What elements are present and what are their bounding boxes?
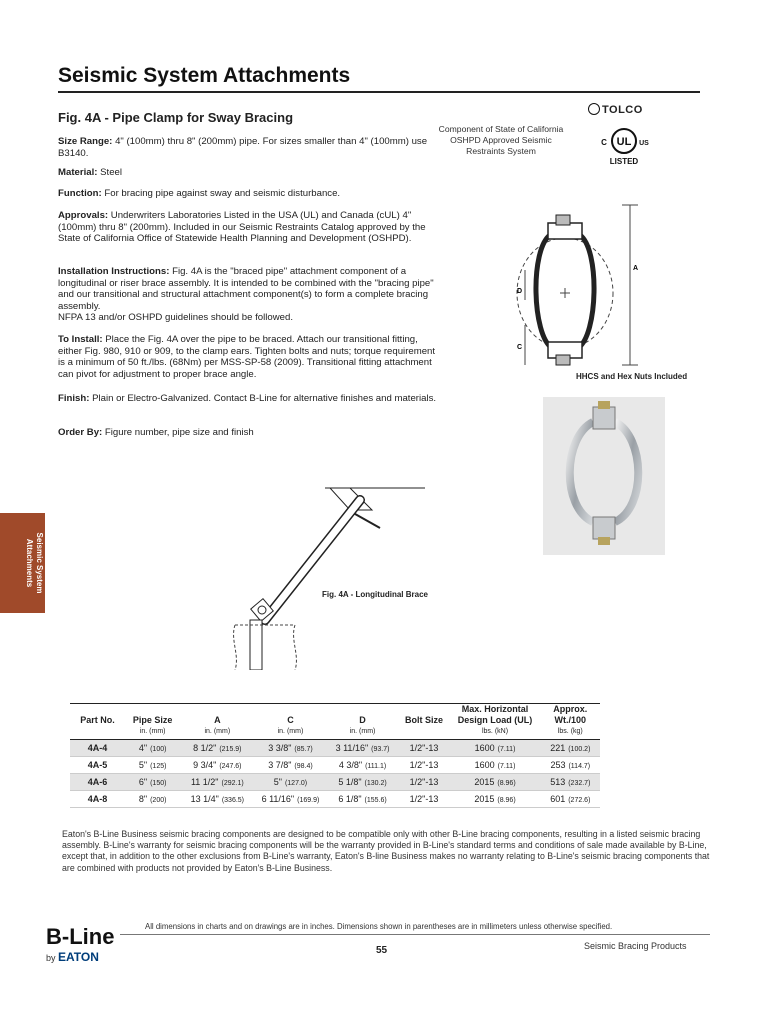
- col-wt: Approx. Wt./100: [553, 704, 588, 725]
- tolco-mark-icon: [588, 103, 600, 115]
- clamp-photo-image: [543, 397, 665, 555]
- to-install: [58, 334, 438, 380]
- col-pipe: Pipe Size: [132, 715, 173, 725]
- function-label: Function:: [58, 188, 102, 199]
- units-load: lbs. (kN): [449, 726, 540, 740]
- footer-divider: [120, 934, 710, 935]
- ul-mark-icon: [598, 124, 650, 168]
- installation-text-2: NFPA 13 and/or OSHPD guidelines should be followed.: [58, 312, 294, 324]
- page-title: Seismic System Attachments: [58, 64, 351, 87]
- material: [58, 167, 438, 179]
- order-by: [58, 427, 438, 439]
- table-row: 4A-5 5" (125) 9 3/4" (247.6) 3 7/8" (98.4) 4 3/8" (111.1) 1/2"-13 1600 (7.11) 253 (114.7): [70, 757, 600, 774]
- units-c: in. (mm): [254, 726, 326, 740]
- installation-text: Fig. 4A is the "braced pipe" attachment component of a longitudinal or riser brace assembly. It is intended to be combined with the "bracing pipe" and our transitional and structural attachment component(s) to form a complete bracing assembly.: [58, 266, 434, 312]
- installation-label: Installation Instructions:: [58, 266, 170, 277]
- longitudinal-brace-drawing: [230, 480, 430, 670]
- size-range: [58, 136, 438, 159]
- size-range-label: Size Range:: [58, 136, 113, 147]
- dim-d-label: D: [517, 288, 523, 295]
- clamp-dimension-drawing: [490, 195, 650, 375]
- units-d: in. (mm): [326, 726, 398, 740]
- eaton-logo: EATON: [58, 950, 99, 964]
- function-text: For bracing pipe against sway and seismic disturbance.: [104, 188, 341, 199]
- approvals-label: Approvals:: [58, 210, 109, 221]
- finish-label: Finish:: [58, 393, 90, 404]
- size-range-text: 4" (100mm) thru 8" (200mm) pipe. For sizes smaller than 4" (100mm) use B3140.: [58, 136, 428, 159]
- col-a: A: [214, 715, 221, 725]
- ul-center-text: UL: [616, 136, 632, 148]
- ul-listed-logo: [598, 124, 650, 173]
- finish-text: Plain or Electro-Galvanized. Contact B-Line for alternative finishes and materials.: [92, 393, 437, 404]
- dim-c-label: C: [517, 344, 523, 351]
- specification-table: [70, 704, 600, 808]
- section-side-tab: [0, 513, 45, 613]
- oshpd-component-note: Component of State of California OSHPD Approved Seismic Restraints System: [438, 124, 564, 156]
- approvals: [58, 210, 438, 245]
- ul-listed-text: LISTED: [609, 157, 639, 166]
- to-install-label: To Install:: [58, 334, 103, 345]
- byline-by: by: [46, 953, 56, 963]
- table-row: 4A-8 8" (200) 13 1/4" (336.5) 6 11/16" (169.9) 6 1/8" (155.6) 1/2"-13 2015 (8.96) 601 (272.6): [70, 791, 600, 808]
- table-units-row: [70, 726, 600, 740]
- order-by-label: Order By:: [58, 427, 103, 438]
- dim-a-label: A: [633, 265, 639, 272]
- dimensions-note: All dimensions in charts and on drawings are in inches. Dimensions shown in parentheses are in millimeters unless otherwise specified.: [145, 922, 613, 931]
- units-pipe: in. (mm): [125, 726, 180, 740]
- material-text: Steel: [100, 167, 122, 178]
- table-header-row: [70, 704, 600, 726]
- page-number: 55: [376, 945, 388, 956]
- material-label: Material:: [58, 167, 98, 178]
- tolco-logo: [588, 103, 643, 116]
- footer-section-name: Seismic Bracing Products: [584, 941, 687, 951]
- figure-title: Fig. 4A - Pipe Clamp for Sway Bracing: [58, 110, 294, 125]
- function: [58, 188, 438, 200]
- units-a: in. (mm): [180, 726, 254, 740]
- hardware-note: HHCS and Hex Nuts Included: [576, 372, 688, 381]
- installation-instructions: [58, 266, 438, 324]
- tolco-logo-text: TOLCO: [602, 104, 643, 116]
- units-wt: lbs. (kg): [541, 726, 600, 740]
- col-d: D: [359, 715, 366, 725]
- product-photo: [543, 397, 665, 555]
- eaton-byline: [46, 950, 99, 964]
- b-line-logo: B-Line: [46, 924, 115, 949]
- table-row: 4A-4 4" (100) 8 1/2" (215.9) 3 3/8" (85.7) 3 11/16" (93.7) 1/2"-13 1600 (7.11) 221 (100.2): [70, 740, 600, 757]
- ul-left-text: C: [601, 138, 607, 147]
- col-part: Part No.: [80, 715, 115, 725]
- title-divider: [58, 91, 700, 93]
- col-load: Max. Horizontal Design Load (UL): [457, 704, 533, 725]
- finish: [58, 393, 438, 405]
- col-c: C: [287, 715, 294, 725]
- order-by-text: Figure number, pipe size and finish: [104, 427, 254, 438]
- col-bolt: Bolt Size: [404, 715, 443, 725]
- side-tab-label: Seismic System Attachments: [25, 532, 44, 594]
- to-install-text: Place the Fig. 4A over the pipe to be braced. Attach our transitional fitting, either Fig. 980, 910 or 909, to the clamp ears. Tighten bolts and nuts; torque requirement is a minimum of 50 ft./lbs. (68Nm) per MSS-SP-58 (2009). Transitional fitting attachment can pivot for adjustment to proper brace angle.: [58, 334, 436, 380]
- brace-caption: Fig. 4A - Longitudinal Brace: [322, 590, 428, 599]
- warranty-statement: Eaton's B-Line Business seismic bracing components are designed to be compatible only with other B-Line bracing components, resulting in a listed seismic bracing assembly. B-Line's warranty for seismic bracing components will be the warranty provided in B-Line's standard terms and conditions of sale made available by B-Line, except that, in addition to the other exclusions from B-Line's warranty, Eaton's B-line Business makes no warranty relating to B-Line's seismic bracing components that are combined with products not provided by Eaton's B-Line Business.: [62, 829, 710, 873]
- table-row: 4A-6 6" (150) 11 1/2" (292.1) 5" (127.0) 5 1/8" (130.2) 1/2"-13 2015 (8.96) 513 (232.7): [70, 774, 600, 791]
- ul-right-text: US: [639, 140, 649, 147]
- approvals-text: Underwriters Laboratories Listed in the USA (UL) and Canada (cUL) 4" (100mm) thru 8" (200mm). Included in our Seismic Restraints Catalog approved by the State of California Office of Statewide Health Planning and Development (OSHPD).: [58, 210, 426, 245]
